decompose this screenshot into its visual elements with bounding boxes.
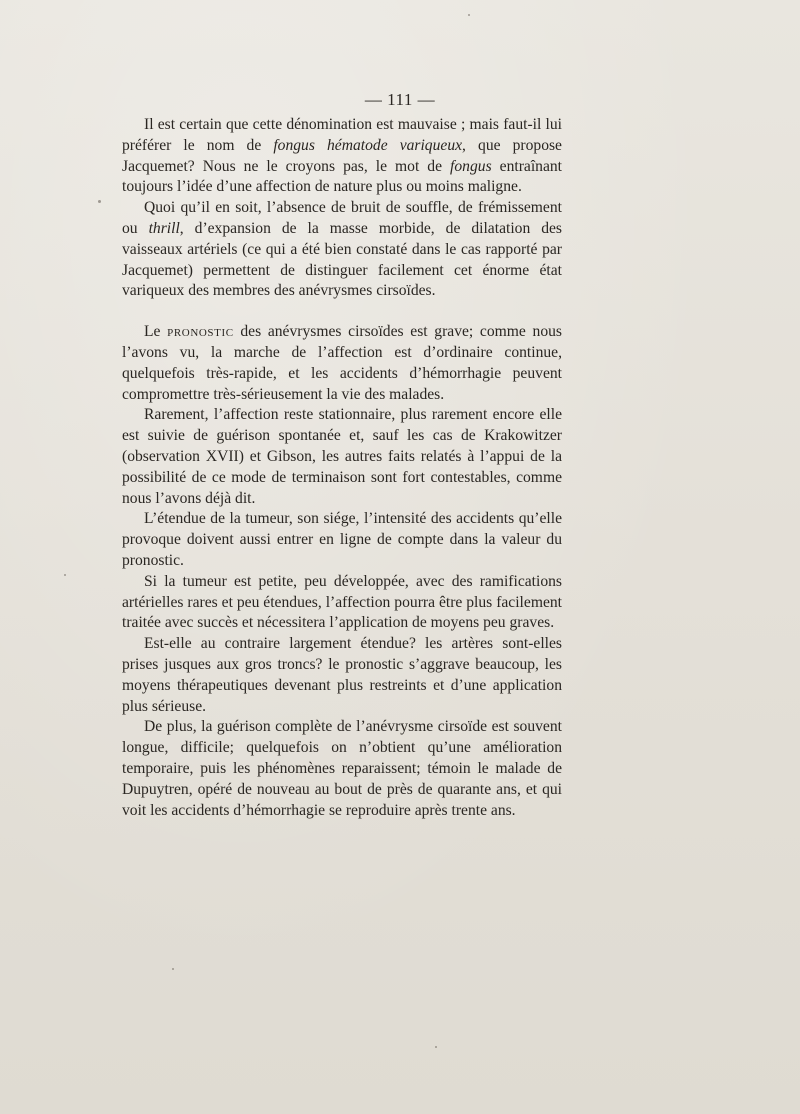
paragraph	[122, 322, 562, 405]
text-run: , que propose Jacquemet? Nous ne le croyons pas, le mot de	[122, 136, 562, 175]
paragraph	[122, 115, 562, 198]
italic-term: thrill	[148, 219, 180, 237]
text-run: Rarement, l’affection reste stationnaire, plus rarement encore elle est suivie de guérison spontanée et, sauf les cas de Krakowitzer (observation XVII) et Gibson, les autres faits relatés à l’appui de la possibilité de ce mode de terminaison sont fort contestables, comme nous l’avons déjà dit.	[122, 406, 562, 507]
text-run: Si la tumeur est petite, peu développée, avec des ramifications artérielles rares et peu étendues, l’affection pourra être plus facilement traitée avec succès et nécessitera l’application de moyens peu graves.	[122, 572, 562, 632]
paragraph	[122, 634, 562, 717]
text-run: De plus, la guérison complète de l’anévrysme cirsoïde est souvent longue, difficile; quelquefois on n’obtient qu’une amélioration temporaire, puis les phénomènes reparaissent; témoin le malade de Dupuytren, opéré de nouveau au bout de près de quarante ans, et qui voit les accidents d’hémorrhagie se reproduire après trente ans.	[122, 718, 562, 819]
text-run: entraînant toujours l’idée d’une affection de nature plus ou moins maligne.	[122, 157, 562, 196]
body-text	[122, 115, 562, 821]
paragraph	[122, 717, 562, 821]
smallcaps-term: pronostic	[167, 323, 234, 341]
text-run: Il est certain que cette dénomination est mauvaise ; mais faut-il lui préférer le nom de	[122, 116, 562, 154]
text-run: des anévrysmes cirsoïdes est grave; comme nous l’avons vu, la marche de l’affection est d’ordinaire continue, quelquefois très-rapide, et les accidents d’hémorrhagie peuvent compromettre très-sérieusement la vie des malades.	[122, 323, 562, 403]
paragraph	[122, 509, 562, 571]
text-run: , d’expansion de la masse morbide, de dilatation des vaisseaux artériels (ce qui a été bien constaté dans le cas rapporté par Jacquemet) permettent de distinguer facilement cet énorme état variqueux des membres des anévrysmes cirsoïdes.	[122, 219, 562, 300]
text-run: L’étendue de la tumeur, son siége, l’intensité des accidents qu’elle provoque doivent aussi entrer en ligne de compte dans la valeur du pronostic.	[122, 510, 562, 569]
page-number: — 111 —	[364, 90, 436, 109]
italic-term: fongus	[450, 157, 492, 175]
text-run: Est-elle au contraire largement étendue? les artères sont-elles prises jusques aux gros troncs? le pronostic s’aggrave beaucoup, les moyens thérapeutiques devenant plus restreints et d’une application plus sérieuse.	[122, 635, 562, 715]
paper-speck	[172, 968, 174, 970]
paragraph	[122, 198, 562, 302]
paper-speck	[98, 200, 101, 203]
paper-speck	[64, 574, 66, 576]
italic-term: fongus hématode variqueux	[273, 136, 463, 154]
paragraph	[122, 572, 562, 634]
paper-speck	[468, 14, 470, 16]
paragraph	[122, 405, 562, 509]
text-run: Le	[144, 323, 168, 341]
text-run: Quoi qu’il en soit, l’absence de bruit de souffle, de frémissement ou	[122, 199, 562, 237]
paper-speck	[435, 1046, 437, 1048]
